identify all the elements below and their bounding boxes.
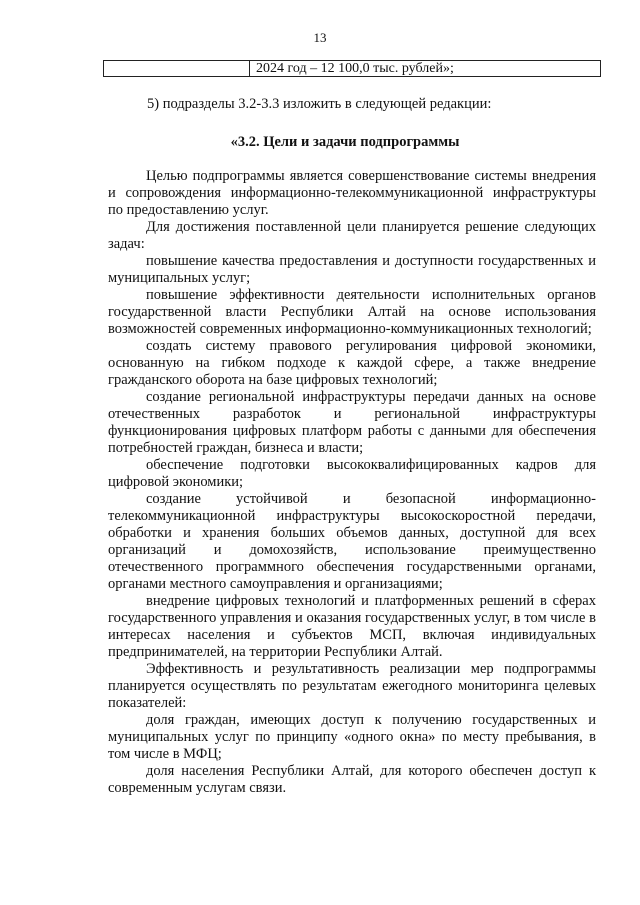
indicator-item: доля населения Республики Алтай, для которого обеспечен доступ к современным услугам связи. xyxy=(108,763,596,796)
paragraph-monitoring: Эффективность и результативность реализации мер подпрограммы планируется осуществлять по результатам ежегодного мониторинга целевых показателей: xyxy=(108,661,596,711)
task-item: создание устойчивой и безопасной информационно-телекоммуникационной инфраструктуры высокоскоростной передачи, обработки и хранения больших объемов данных, доступной для всех организаций и домохозяйств, использование преимущественно отечественного программного обеспечения государственными органами, органами местного самоуправления и организациями; xyxy=(108,491,596,592)
paragraph-goal: Целью подпрограммы является совершенствование системы внедрения и сопровождения информационно-телекоммуникационной инфраструктуры по предоставлению услуг. xyxy=(108,168,596,218)
task-item: повышение качества предоставления и доступности государственных и муниципальных услуг; xyxy=(108,253,596,286)
section-title: «3.2. Цели и задачи подпрограммы xyxy=(230,134,460,150)
indicator-item: доля граждан, имеющих доступ к получению государственных и муниципальных услуг по принципу «одного окна» по месту пребывания, в том числе в МФЦ; xyxy=(108,712,596,762)
table-row xyxy=(103,60,601,77)
amendment-item-5: 5) подразделы 3.2-3.3 изложить в следующей редакции: xyxy=(147,96,492,112)
body-text xyxy=(108,168,596,797)
table-cell-funding: 2024 год – 12 100,0 тыс. рублей»; xyxy=(256,61,454,76)
task-item: создать систему правового регулирования цифровой экономики, основанную на гибком подходе к каждой сфере, а также внедрение гражданского оборота на базе цифровых технологий; xyxy=(108,338,596,388)
task-item: внедрение цифровых технологий и платформенных решений в сферах государственного управления и оказания государственных услуг, в том числе в интересах населения и субъектов МСП, включая индивидуальных предпринимателей, на территории Республики Алтай. xyxy=(108,593,596,660)
table-cell-empty xyxy=(104,61,250,76)
paragraph-tasks-intro: Для достижения поставленной цели планируется решение следующих задач: xyxy=(108,219,596,252)
page-number: 13 xyxy=(313,30,327,45)
task-item: обеспечение подготовки высококвалифицированных кадров для цифровой экономики; xyxy=(108,457,596,490)
task-item: создание региональной инфраструктуры передачи данных на основе отечественных разработок и региональной инфраструктуры функционирования цифровых платформ работы с данными для обеспечения потребностей граждан, бизнеса и власти; xyxy=(108,389,596,456)
task-item: повышение эффективности деятельности исполнительных органов государственной власти Республики Алтай на основе использования возможностей современных информационно-коммуникационных технологий; xyxy=(108,287,596,337)
